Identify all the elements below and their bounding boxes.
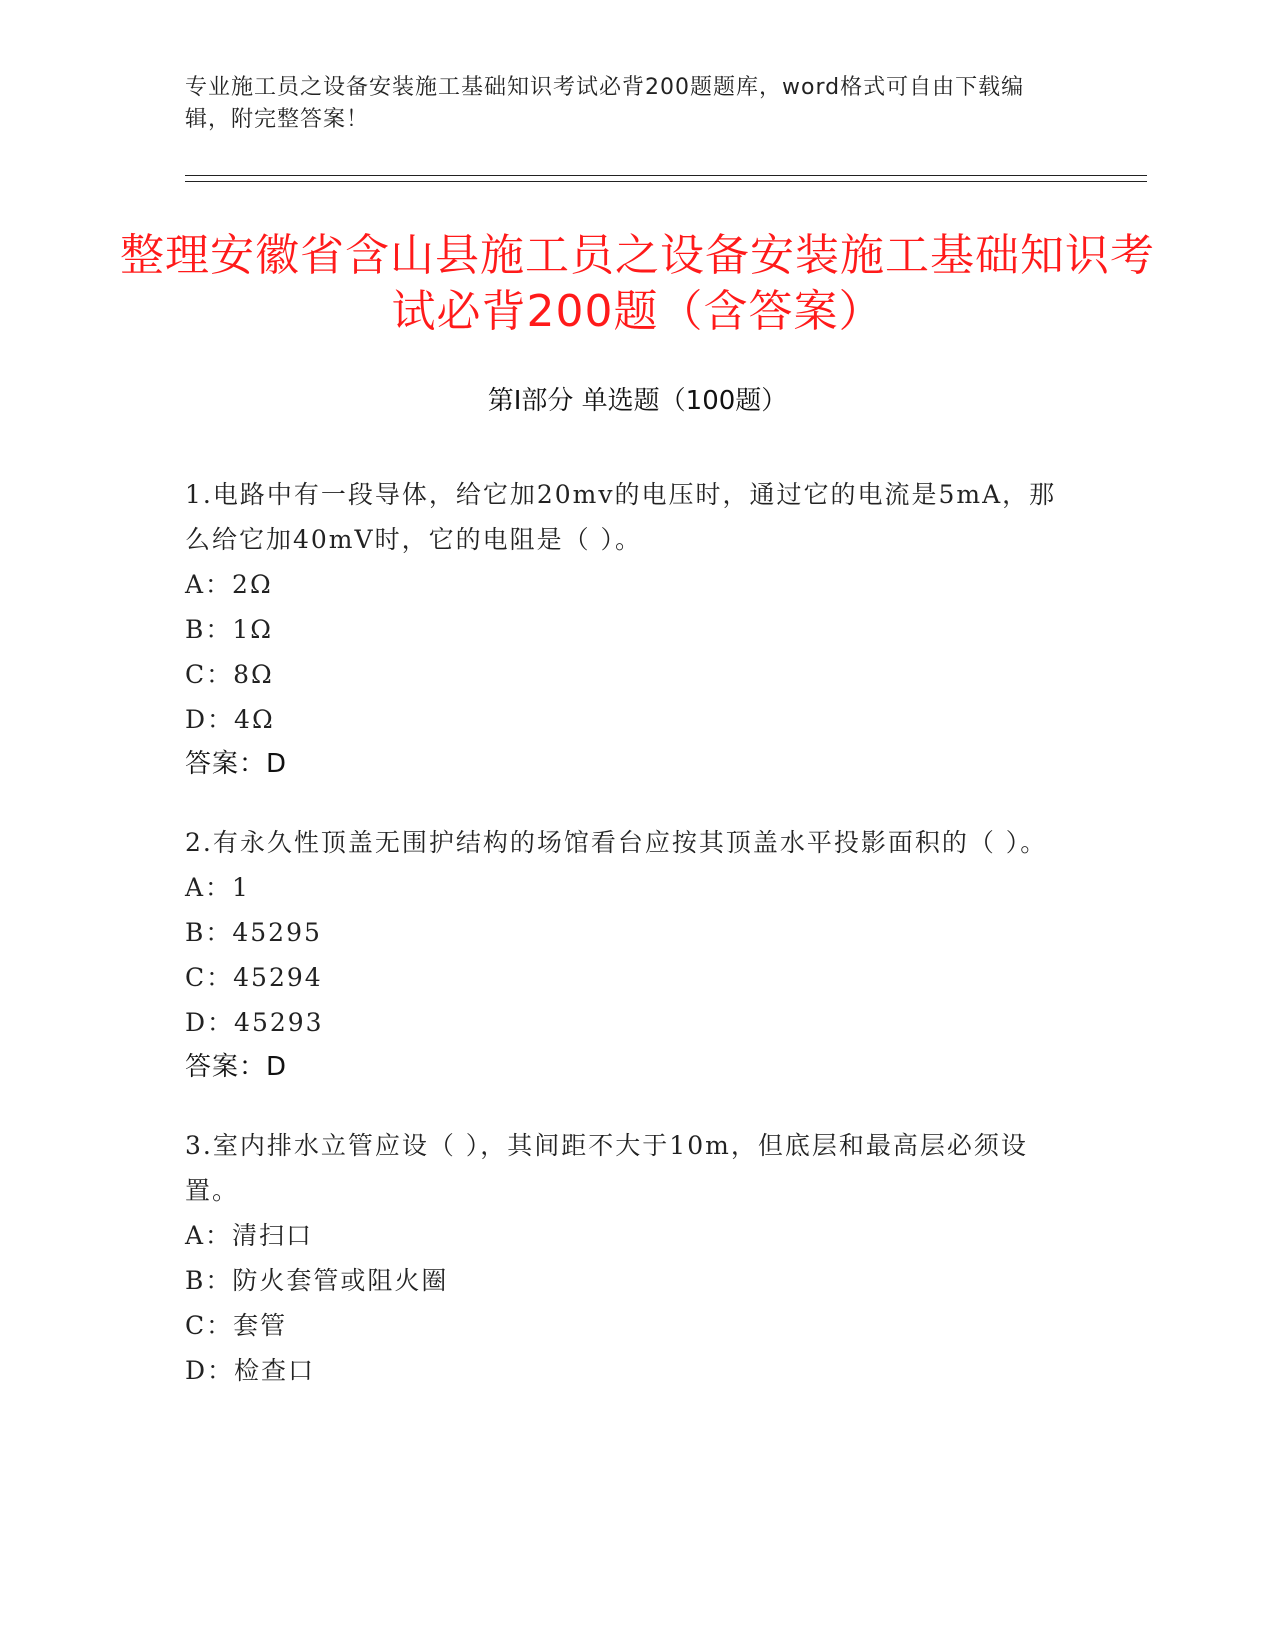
header-note: 专业施工员之设备安装施工基础知识考试必背200题题库，word格式可自由下载编辑，附完整答案！ (185, 75, 1025, 132)
question-1 (185, 472, 1065, 787)
question-2 (185, 820, 1065, 1090)
question-answer: 答案：D (185, 1052, 288, 1082)
question-stem: 1.电路中有一段导体，给它加20mv的电压时，通过它的电流是5mA，那么给它加40mV时，它的电阻是（ ）。 (185, 480, 1057, 554)
option-a: A：1 (185, 873, 250, 902)
header-divider-top (185, 175, 1147, 176)
header-divider-bottom (185, 181, 1147, 182)
option-d: D：45293 (185, 1008, 324, 1037)
option-c: C：45294 (185, 963, 323, 992)
question-stem: 3.室内排水立管应设（ ），其间距不大于10m，但底层和最高层必须设置。 (185, 1131, 1028, 1205)
question-3 (185, 1123, 1065, 1393)
option-a: A：清扫口 (185, 1221, 314, 1250)
option-d: D：4Ω (185, 705, 275, 734)
section-heading: 第Ⅰ部分 单选题（100题） (487, 386, 788, 416)
option-c: C：套管 (185, 1311, 288, 1340)
question-stem: 2.有永久性顶盖无围护结构的场馆看台应按其顶盖水平投影面积的（ ）。 (185, 828, 1048, 857)
option-b: B：1Ω (185, 615, 274, 644)
option-b: B：防火套管或阻火圈 (185, 1266, 449, 1295)
option-a: A：2Ω (185, 570, 273, 599)
option-c: C：8Ω (185, 660, 274, 689)
question-list (185, 472, 1065, 1426)
option-b: B：45295 (185, 918, 322, 947)
question-answer: 答案：D (185, 749, 288, 779)
option-d: D：检查口 (185, 1356, 316, 1385)
document-title: 整理安徽省含山县施工员之设备安装施工基础知识考试必背200题（含答案） (120, 230, 1155, 337)
